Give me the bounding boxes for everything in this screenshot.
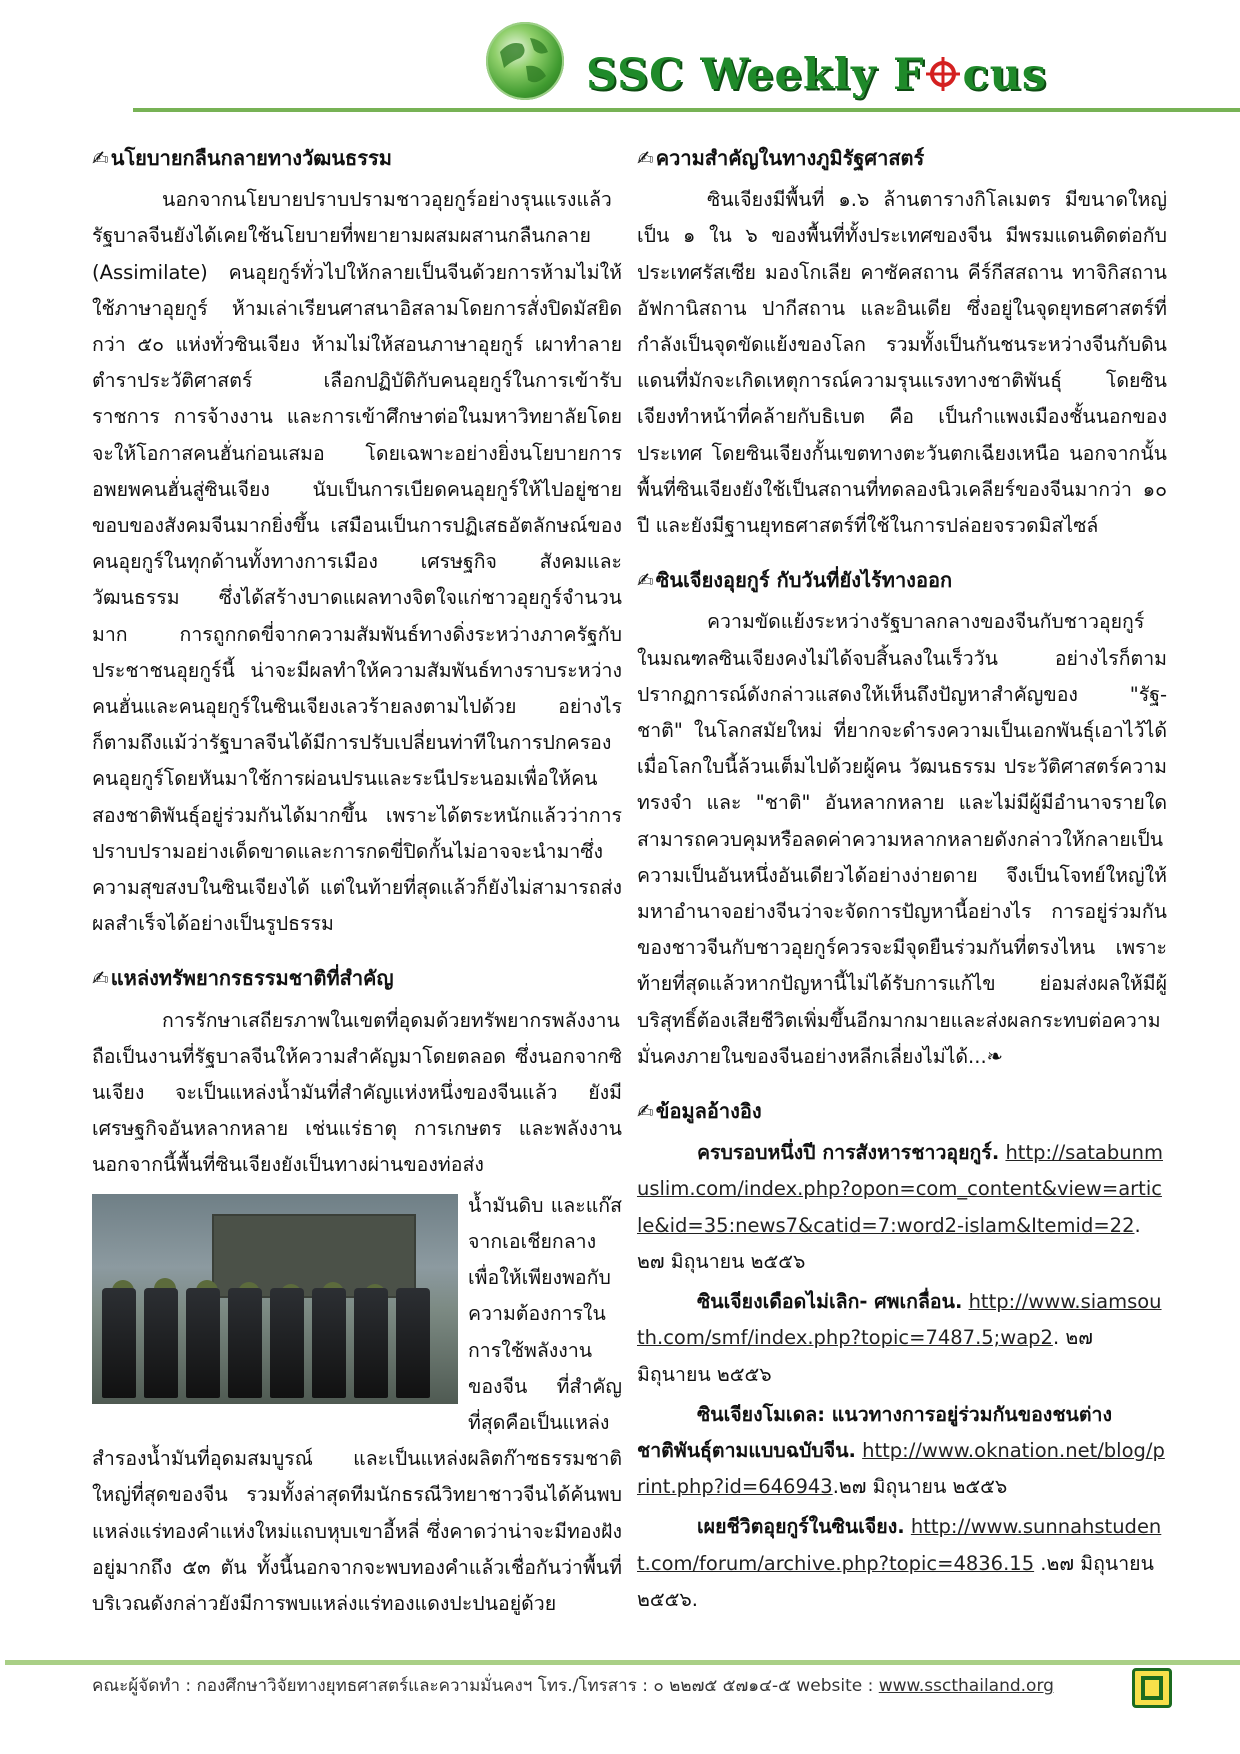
page-header: [0, 0, 1240, 120]
reference-title: เผยชีวิตอุยกูร์ในซินเจียง.: [697, 1515, 905, 1539]
photo-wrap: [92, 1188, 622, 1622]
section-heading: [637, 140, 1167, 176]
reference-title: ซินเจียงเดือดไม่เลิก- ศพเกลื่อน.: [697, 1290, 963, 1314]
shield: [354, 1288, 388, 1398]
pen-hand-icon: ✍: [92, 966, 109, 991]
pen-hand-icon: ✍: [637, 568, 654, 593]
crosshair-icon: [926, 52, 960, 86]
reference-item: [637, 1509, 1167, 1618]
reference-date: .๒๗ มิถุนายน ๒๕๕๖.: [637, 1551, 1154, 1611]
paragraph-text: ความขัดแย้งระหว่างรัฐบาลกลางของจีนกับชาวอุยกูร์ในมณฑลซินเจียงคงไม่ได้จบสิ้นลงในเร็ววัน อย่างไรก็ตามปรากฏการณ์ดังกล่าวแสดงให้เห็นถึงปัญหาสำคัญของ "รัฐ-ชาติ" ในโลกสมัยใหม่ ที่ยากจะดำรงความเป็นเอกพันธุ์เอาไว้ได้ เมื่อโลกใบนี้ล้วนเต็มไปด้วยผู้คน วัฒนธรรม ประวัติศาสตร์ความทรงจำ และ "ชาติ" อันหลากหลาย และไม่มีผู้มีอำนาจรายใดสามารถควบคุมหรือลดค่าความหลากหลายดังกล่าวให้กลายเป็นความเป็นอันหนึ่งอันเดียวได้อย่างง่ายดาย จึงเป็นโจทย์ใหญ่ให้มหาอำนาจอย่างจีนว่าจะจัดการปัญหานี้อย่างไร การอยู่ร่วมกันของชาวจีนกับชาวอุยกูร์ควรจะมีจุดยืนร่วมกันที่ตรงไหน เพราะท้ายที่สุดแล้วหากปัญหานี้ไม่ได้รับการแก้ไข ย่อมส่งผลให้มีผู้บริสุทธิ์ต้องเสียชีวิตเพิ่มขึ้นอีกมากมายและส่งผลกระทบต่อความมั่นคงภายในของจีนอย่างหลีกเลี่ยงไม่ได้...: [637, 610, 1167, 1068]
riot-police-photo: [92, 1194, 458, 1404]
section-heading: [637, 562, 1167, 598]
reference-title: ครบรอบหนึ่งปี การสังหารชาวอุยกูร์.: [697, 1141, 1000, 1165]
website-link[interactable]: www.sscthailand.org: [878, 1676, 1054, 1696]
footer-rule: [5, 1660, 1240, 1665]
reference-link[interactable]: http://www.oknation.net/blog/print.php?id=646943: [637, 1438, 1165, 1499]
section-heading: [92, 140, 622, 176]
page-footer: [92, 1672, 1054, 1699]
reference-date: . ๒๗ มิถุนายน ๒๕๕๖: [637, 1326, 1093, 1386]
heading-text: ซินเจียงอุยกูร์ กับวันที่ยังไร้ทางออก: [655, 568, 953, 593]
shield: [396, 1288, 430, 1398]
shield: [186, 1288, 220, 1398]
header-rule: [133, 108, 1240, 112]
paragraph: การรักษาเสถียรภาพในเขตที่อุดมด้วยทรัพยากรพลังงานถือเป็นงานที่รัฐบาลจีนให้ความสำคัญมาโดยตลอด ซึ่งนอกจากซินเจียง จะเป็นแหล่งน้ำมันที่สำคัญแห่งหนึ่งของจีนแล้ว ยังมีเศรษฐกิจอันหลากหลาย เช่นแร่ธาตุ การเกษตร และพลังงาน นอกจากนี้พื้นที่ซินเจียงยังเป็นทางผ่านของท่อส่ง: [92, 1008, 622, 1177]
heading-text: ความสำคัญในทางภูมิรัฐศาสตร์: [655, 146, 925, 170]
brand-title: [586, 50, 1047, 100]
section-heading: [637, 1093, 1167, 1129]
reference-item: [637, 1397, 1167, 1506]
shield: [144, 1288, 178, 1398]
reference-date: .๒๗ มิถุนายน ๒๕๕๖: [832, 1475, 1008, 1499]
paragraph: ซินเจียงมีพื้นที่ ๑.๖ ล้านตารางกิโลเมตร มีขนาดใหญ่เป็น ๑ ใน ๖ ของพื้นที่ทั้งประเทศของจีน มีพรมแดนติดต่อกับประเทศรัสเซีย มองโกเลีย คาซัคสถาน คีร์กีสสถาน ทาจิกิสถาน อัฟกานิสถาน ปากีสถาน และอินเดีย ซึ่งอยู่ในจุดยุทธศาสตร์ที่กำลังเป็นจุดขัดแย้งของโลก รวมทั้งเป็นกันชนระหว่างจีนกับดินแดนที่มักจะเกิดเหตุการณ์ความรุนแรงทางชาติพันธุ์ โดยซินเจียงทำหน้าที่คล้ายกับธิเบต คือ เป็นกำแพงเมืองชั้นนอกของประเทศ โดยซินเจียงกั้นเขตทางตะวันตกเฉียงเหนือ นอกจากนั้นพื้นที่ซินเจียงยังใช้เป็นสถานที่ทดลองนิวเคลียร์ของจีนมากว่า ๑๐ ปี และยังมีฐานยุทธศาสตร์ที่ใช้ในการปล่อยจรวดมิสไซล์: [637, 188, 1167, 538]
pen-hand-icon: ✍: [92, 146, 109, 170]
globe-icon: [486, 22, 564, 100]
section-heading: [92, 960, 622, 996]
right-column: [637, 140, 1167, 1622]
reference-link[interactable]: http://www.sunnahstudent.com/forum/archive.php?topic=4836.15: [637, 1515, 1162, 1575]
reference-link[interactable]: http://www.siamsouth.com/smf/index.php?topic=7487.5;wap2: [637, 1290, 1162, 1350]
shield: [228, 1288, 262, 1398]
left-column: [92, 140, 622, 1622]
pen-hand-icon: ✍: [637, 1099, 654, 1124]
reference-title: ซินเจียงโมเดล: แนวทางการอยู่ร่วมกันของชนต่างชาติพันธุ์ตามแบบฉบับจีน.: [637, 1402, 1113, 1462]
brand-suffix: cus: [962, 50, 1048, 100]
paragraph: [637, 604, 1167, 1075]
reference-item: [637, 1135, 1167, 1280]
shield: [312, 1288, 346, 1398]
reference-link[interactable]: http://satabunmuslim.com/index.php?opon=com_content&view=article&id=35:news7&catid=7:word2-islam&Itemid=22: [637, 1141, 1163, 1237]
footer-text: คณะผู้จัดทำ : กองศึกษาวิจัยทางยุทธศาสตร์และความมั่นคงฯ โทร./โทรสาร : ๐ ๒๒๗๕ ๕๗๑๔-๕ website :: [92, 1676, 879, 1696]
ssc-logo-icon: [1132, 1668, 1172, 1708]
pen-hand-icon: ✍: [637, 146, 654, 170]
shield: [270, 1288, 304, 1398]
brand-prefix: SSC Weekly F: [586, 50, 925, 100]
heading-text: นโยบายกลืนกลายทางวัฒนธรรม: [110, 146, 392, 170]
reference-item: [637, 1284, 1167, 1393]
paragraph-wrap: น้ำมันดิบ และแก๊สจากเอเชียกลาง เพื่อให้เพียงพอกับความต้องการในการใช้พลังงานของจีน ที่สำคัญที่สุดคือเป็นแหล่งสำรองน้ำมันที่อุดมสมบูรณ์ และเป็นแหล่งผลิตก๊าซธรรมชาติใหญ่ที่สุดของจีน รวมทั้งล่าสุดทีมนักธรณีวิทยาชาวจีนได้ค้นพบแหล่งแร่ทองคำแห่งใหม่แถบหุบเขาอี้หลี่ ซึ่งคาดว่าน่าจะมีทองฝังอยู่มากถึง ๕๓ ตัน ทั้งนี้นอกจากจะพบทองคำแล้วเชื่อกันว่าพื้นที่บริเวณดังกล่าวยังมีการพบแหล่งแร่ทองแดงปะปนอยู่ด้วย: [92, 1193, 622, 1615]
paragraph: นอกจากนโยบายปราบปรามชาวอุยกูร์อย่างรุนแรงแล้ว รัฐบาลจีนยังได้เคยใช้นโยบายที่พยายามผสมผสานกลืนกลาย (Assimilate) คนอุยกูร์ทั่วไปให้กลายเป็นจีนด้วยการห้ามไม่ให้ใช้ภาษาอุยกูร์ ห้ามเล่าเรียนศาสนาอิสลามโดยการสั่งปิดมัสยิดกว่า ๕๐ แห่งทั่วซินเจียง ห้ามไม่ให้สอนภาษาอุยกูร์ เผาทำลายตำราประวัติศาสตร์ เลือกปฏิบัติกับคนอุยกูร์ในการเข้ารับราชการ การจ้างงาน และการเข้าศึกษาต่อในมหาวิทยาลัยโดยจะให้โอกาสคนฮั่นก่อนเสมอ โดยเฉพาะอย่างยิ่งนโยบายการอพยพคนฮั่นสู่ซินเจียง นับเป็นการเบียดคนอุยกูร์ให้ไปอยู่ชายขอบของสังคมจีนมากยิ่งขึ้น เสมือนเป็นการปฏิเสธอัตลักษณ์ของคนอุยกูร์ในทุกด้านทั้งทางการเมือง เศรษฐกิจ สังคมและวัฒนธรรม ซึ่งได้สร้างบาดแผลทางจิตใจแก่ชาวอุยกูร์จำนวนมาก การถูกกดขี่จากความสัมพันธ์ทางดิ่งระหว่างภาครัฐกับประชาชนอุยกูร์นี้ น่าจะมีผลทำให้ความสัมพันธ์ทางราบระหว่างคนฮั่นและคนอุยกูร์ในซินเจียงเลวร้ายลงตามไปด้วย อย่างไรก็ตามถึงแม้ว่ารัฐบาลจีนได้มีการปรับเปลี่ยนท่าทีในการปกครองคนอุยกูร์โดยหันมาใช้การผ่อนปรนและระนีประนอมเพื่อให้คนสองชาติพันธุ์อยู่ร่วมกันได้มากขึ้น เพราะได้ตระหนักแล้วว่าการปราบปรามอย่างเด็ดขาดและการกดขี่ปิดกั้นไม่อาจจะนำมาซึ่งความสุขสงบในซินเจียงได้ แต่ในท้ายที่สุดแล้วก็ยังไม่สามารถส่งผลสำเร็จได้อย่างเป็นรูปธรรม: [92, 188, 622, 936]
reference-date: . ๒๗ มิถุนายน ๒๕๕๖: [637, 1213, 1141, 1273]
heading-text: ข้อมูลอ้างอิง: [655, 1099, 762, 1124]
shield: [102, 1288, 136, 1398]
end-mark-icon: ❧: [986, 1044, 1004, 1068]
heading-text: แหล่งทรัพยากรธรรมชาติที่สำคัญ: [110, 966, 394, 991]
